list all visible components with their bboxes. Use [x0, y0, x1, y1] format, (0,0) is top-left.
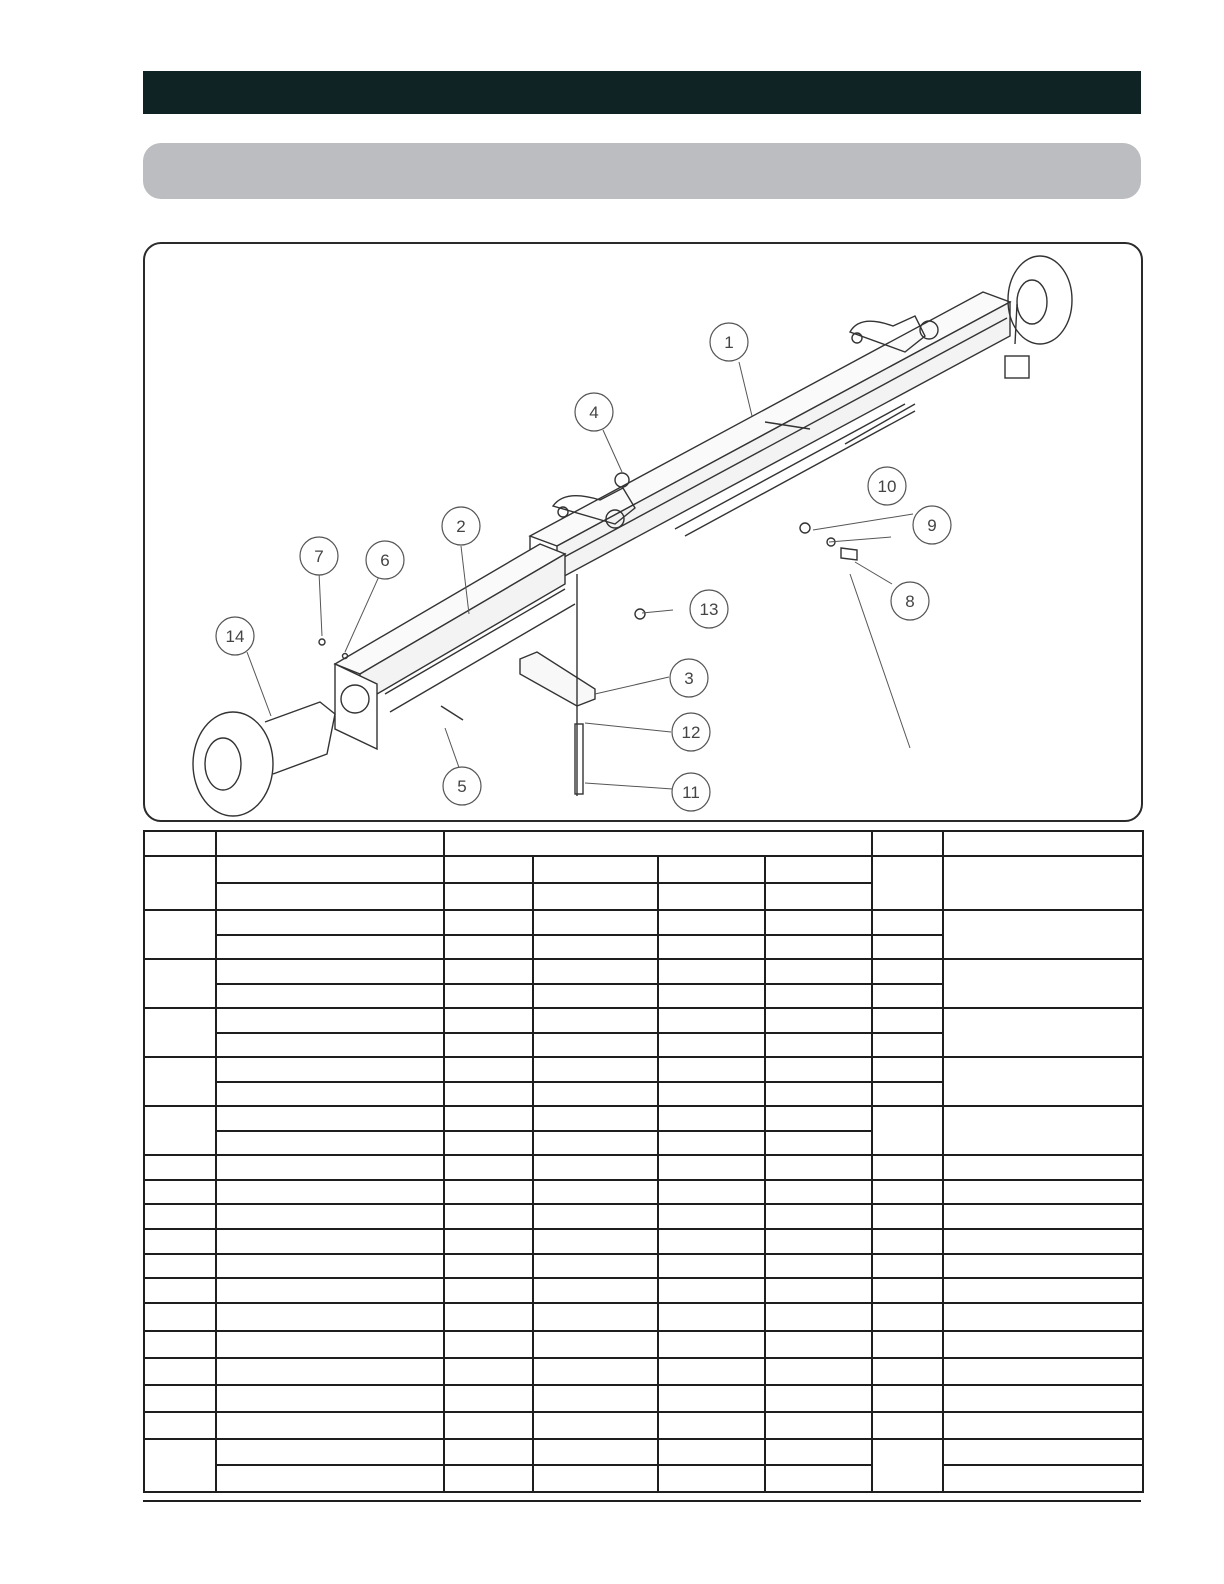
header-bar: [143, 71, 1141, 114]
callout-6: [366, 541, 404, 579]
callout-label: 14: [225, 627, 245, 646]
table-row: [144, 1303, 1143, 1331]
callout-label: 3: [684, 669, 694, 688]
callout-label: 13: [699, 600, 719, 619]
callout-label: 5: [457, 777, 467, 796]
table-row: [144, 1057, 1143, 1082]
exploded-axle-diagram: [143, 242, 1143, 822]
table-row: [144, 1465, 1143, 1492]
callout-3: [670, 659, 708, 697]
callout-label: 11: [682, 783, 700, 802]
table-row: [144, 910, 1143, 935]
callout-4: [575, 393, 613, 431]
callout-label: 6: [380, 551, 390, 570]
callout-label: 9: [927, 516, 937, 535]
table-row: [144, 1331, 1143, 1358]
callout-13: [690, 590, 728, 628]
table-row: [144, 1439, 1143, 1465]
table-row: [144, 1358, 1143, 1385]
callout-label: 2: [456, 517, 466, 536]
callout-2: [442, 507, 480, 545]
callout-10: [868, 467, 906, 505]
table-header-row: [144, 831, 1143, 856]
table-row: [144, 1254, 1143, 1278]
table-row: [144, 856, 1143, 883]
footer-rule: [143, 1500, 1141, 1502]
callout-label: 7: [314, 547, 324, 566]
callout-label: 12: [681, 723, 701, 742]
parts-list-table: [143, 830, 1144, 1493]
table-row: [144, 1278, 1143, 1303]
table-row: [144, 1008, 1143, 1033]
callout-8: [891, 582, 929, 620]
axle-drawing: [145, 244, 1141, 820]
table-row: [144, 1412, 1143, 1439]
table-row: [144, 1180, 1143, 1204]
table-row: [144, 1204, 1143, 1229]
callout-1: [710, 323, 748, 361]
callout-label: 10: [877, 477, 897, 496]
table-row: [144, 1106, 1143, 1131]
table-row: [144, 1385, 1143, 1411]
table-row: [144, 1155, 1143, 1180]
table-row: [144, 1229, 1143, 1254]
callout-7: [300, 537, 338, 575]
callout-label: 8: [905, 592, 915, 611]
callout-9: [913, 506, 951, 544]
callout-label: 1: [724, 333, 734, 352]
callout-12: [672, 713, 710, 751]
callout-11: [672, 773, 710, 811]
callout-5: [443, 767, 481, 805]
callout-label: 4: [589, 403, 599, 422]
callout-14: [216, 617, 254, 655]
table-row: [144, 959, 1143, 984]
section-title-bar: [143, 143, 1141, 199]
